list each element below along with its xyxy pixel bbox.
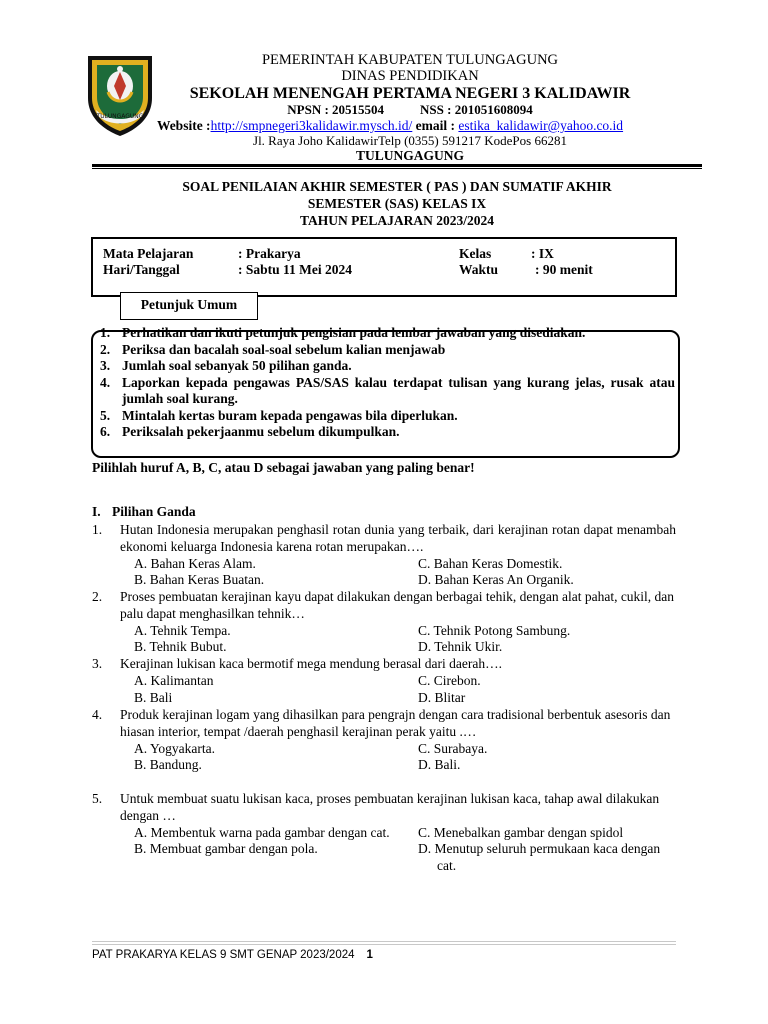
option-c[interactable]: C. Menebalkan gambar dengan spidol: [418, 824, 624, 840]
option-b[interactable]: B. Bali: [134, 689, 173, 705]
npsn: NPSN : 20515504: [287, 102, 385, 117]
petunjuk-list: [100, 325, 675, 441]
option-d[interactable]: D. Bali.: [418, 757, 461, 773]
section-title: Pilihan Ganda: [112, 504, 196, 519]
option-a[interactable]: A. Tehnik Tempa.: [134, 622, 231, 638]
email-label: email :: [415, 118, 456, 133]
nss: NSS : 201051608094: [420, 102, 533, 117]
option-a[interactable]: A. Membentuk warna pada gambar dengan cat.: [134, 824, 390, 840]
footer-text: PAT PRAKARYA KELAS 9 SMT GENAP 2023/2024: [92, 949, 355, 961]
question-options: [134, 825, 676, 875]
petunjuk-item: 3. Jumlah soal sebanyak 50 pilihan ganda.: [100, 358, 352, 373]
class-label: Kelas: [459, 246, 492, 261]
section-number: I.: [92, 504, 101, 519]
question-4: [92, 707, 676, 774]
exam-subtitle: SEMESTER (SAS) KELAS IX: [307, 196, 487, 211]
option-c[interactable]: C. Bahan Keras Domestik.: [418, 555, 563, 571]
question-3: [92, 656, 676, 706]
question-number: 5.: [92, 791, 103, 806]
question-number: 4.: [92, 707, 103, 722]
option-a[interactable]: A. Bahan Keras Alam.: [134, 555, 256, 571]
subject-label: Mata Pelajaran: [103, 246, 194, 261]
date-label: Hari/Tanggal: [103, 262, 180, 277]
academic-year: TAHUN PELAJARAN 2023/2024: [299, 213, 494, 228]
petunjuk-item: 4. Laporkan kepada pengawas PAS/SAS kalau terdapat tulisan yang kurang jelas, rusak atau jumlah soal kurang.: [100, 374, 675, 406]
letterhead-city: TULUNGAGUNG: [355, 148, 464, 163]
question-options: [134, 623, 676, 657]
letterhead-school-name: SEKOLAH MENENGAH PERTAMA NEGERI 3 KALIDAWIR: [189, 85, 631, 102]
option-c[interactable]: C. Tehnik Potong Sambung.: [418, 622, 571, 638]
option-d[interactable]: D. Bahan Keras An Organik.: [418, 572, 574, 588]
letterhead-divider: [92, 164, 702, 167]
petunjuk-item: 2. Periksa dan bacalah soal-soal sebelum kalian menjawab: [100, 341, 446, 357]
option-d[interactable]: D. Blitar: [418, 689, 466, 705]
question-1: [92, 522, 676, 589]
petunjuk-item: 6. Periksalah pekerjaanmu sebelum dikumpulkan.: [100, 424, 400, 439]
question-number: 3.: [92, 656, 103, 671]
question-number: 2.: [92, 589, 103, 604]
website-label: Website :: [156, 118, 211, 133]
answer-instruction: Pilihlah huruf A, B, C, atau D sebagai jawaban yang paling benar!: [92, 460, 475, 475]
subject-value: : Prakarya: [238, 246, 301, 261]
letterhead-divider-thin: [92, 168, 702, 169]
question-text: Hutan Indonesia merupakan penghasil rotan dunia yang terbaik, dari kerajinan rotan dapat menambah ekonomi keluarga Indonesia karena rotan merupakan….: [120, 522, 676, 554]
letterhead-address: Jl. Raya Joho KalidawirTelp (0355) 591217 KodePos 66281: [253, 133, 567, 148]
option-b[interactable]: B. Bahan Keras Buatan.: [134, 572, 265, 588]
option-a[interactable]: A. Kalimantan: [134, 672, 214, 688]
email-link[interactable]: estika_kalidawir@yahoo.co.id: [458, 118, 624, 133]
question-text: Kerajinan lukisan kaca bermotif mega mendung berasal dari daerah….: [120, 656, 502, 671]
question-text: Proses pembuatan kerajinan kayu dapat dilakukan dengan berbagai tehik, dengan alat pahat, cukil, dan palu dapat menghasilkan tehnik…: [120, 589, 675, 621]
letterhead-ids: [140, 102, 680, 118]
petunjuk-item: 5. Mintalah kertas buram kepada pengawas bila diperlukan.: [100, 407, 458, 423]
option-b[interactable]: B. Membuat gambar dengan pola.: [134, 841, 318, 857]
logo-lettering: TULUNGAGUNG: [96, 113, 144, 120]
option-b[interactable]: B. Bandung.: [134, 757, 202, 773]
option-a[interactable]: A. Yogyakarta.: [134, 740, 215, 756]
option-c[interactable]: C. Surabaya.: [418, 740, 488, 756]
petunjuk-item: 1. Perhatikan dan ikuti petunjuk pengisian pada lembar jawaban yang disediakan.: [100, 325, 586, 340]
question-text: Produk kerajinan logam yang dihasilkan para pengrajn dengan cara tradisional berbentuk asesoris dan hiasan interior, tempat /daerah penghasil kerajinan perak yaitu .…: [120, 707, 671, 739]
section-heading: [92, 504, 196, 520]
question-options: [134, 556, 676, 590]
question-options: [134, 673, 676, 707]
date-value: : Sabtu 11 Mei 2024: [238, 262, 353, 277]
letterhead-contact: [150, 118, 630, 134]
question-number: 1.: [92, 522, 103, 537]
website-link[interactable]: http://smpnegeri3kalidawir.mysch.id/: [210, 118, 413, 133]
petunjuk-umum-label: Petunjuk Umum: [120, 292, 258, 320]
question-5: [92, 791, 676, 875]
page-number: 1: [366, 949, 373, 961]
option-d[interactable]: D. Tehnik Ukir.: [418, 639, 503, 655]
option-d[interactable]: D. Menutup seluruh permukaan kaca dengan cat.: [418, 841, 661, 874]
option-c[interactable]: C. Cirebon.: [418, 672, 481, 688]
letterhead-government: PEMERINTAH KABUPATEN TULUNGAGUNG: [261, 52, 559, 68]
footer-divider: [92, 941, 676, 945]
option-b[interactable]: B. Tehnik Bubut.: [134, 639, 227, 655]
question-options: [134, 741, 676, 775]
class-value: : IX: [531, 246, 554, 261]
time-value: : 90 menit: [535, 262, 593, 277]
page-footer: [92, 949, 373, 961]
time-label: Waktu: [459, 262, 499, 277]
exam-title: SOAL PENILAIAN AKHIR SEMESTER ( PAS ) DAN SUMATIF AKHIR: [182, 179, 612, 194]
question-text: Untuk membuat suatu lukisan kaca, proses pembuatan kerajinan lukisan kaca, tahap awal dilakukan dengan …: [120, 791, 660, 823]
question-2: [92, 589, 676, 656]
letterhead-agency: DINAS PENDIDIKAN: [341, 68, 479, 84]
